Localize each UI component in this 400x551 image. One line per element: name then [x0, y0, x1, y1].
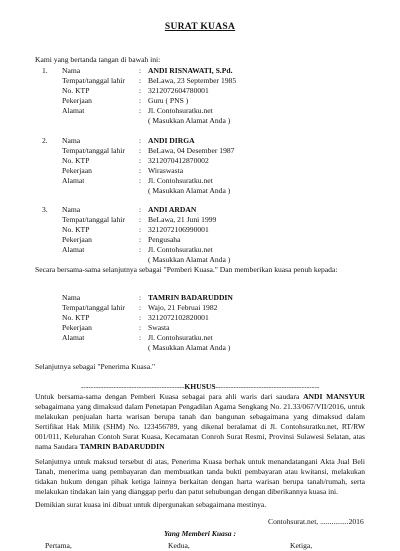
field-value: Wiraswasta: [148, 166, 184, 175]
field-label: Tempat/tanggal lahir: [62, 146, 125, 155]
khusus-label: KHUSUS: [184, 382, 216, 391]
signer-2: Kedua,: [168, 541, 190, 550]
field-label: Alamat: [62, 106, 85, 115]
colon: :: [139, 96, 142, 105]
field-value: TAMRIN BADARUDDIN: [148, 293, 233, 302]
khusus-heading: [35, 382, 365, 392]
colon: :: [139, 166, 142, 175]
para1-text-b: sebagaimana yang dimaksud dalam Penetapan Pengadilan Agama Sengkang No. 21.33/067/VII/2016, untuk melakukan penjualan harta warisan berupa tanah dan bangunan sebagaimana yang dimaksud dalam Sertifikat Hak Milik (SHM) No. 123456789, yang dikenal beralamat di Jl. Contohsuratku.net, RT/RW 001/011, Kelurahan Contoh Surat Kuasa, Kecamatan Conroh Surat Resmi, Provinsi Sulawesi Selatan, atas nama Saudara: [35, 402, 365, 451]
field-value: 3212072106990001: [148, 225, 209, 234]
colon: :: [139, 313, 142, 322]
field-value: ( Masukkan Alamat Anda ): [148, 116, 231, 125]
field-value: Jl. Contohsuratku.net: [148, 176, 213, 185]
para1-name-b: TAMRIN BADARUDDIN: [79, 442, 165, 451]
field-value: Pengusaha: [148, 235, 181, 244]
signer-1: Pertama,: [45, 541, 72, 550]
field-label: No. KTP: [62, 225, 90, 234]
field-label: Alamat: [62, 245, 85, 254]
document-title: SURAT KUASA: [164, 22, 236, 32]
dots-right: -----------------------------------------: [215, 382, 320, 391]
field-label: Pekerjaan: [62, 166, 92, 175]
colon: :: [139, 176, 142, 185]
grantor-number: 3.: [42, 205, 48, 214]
colon: :: [139, 323, 142, 332]
field-label: Alamat: [62, 176, 85, 185]
colon: :: [139, 333, 142, 342]
field-value: ( Masukkan Alamat Anda ): [148, 186, 231, 195]
field-value: Jl. Contohsuratku.net: [148, 333, 213, 342]
field-value: BeLawa, 23 September 1985: [148, 76, 237, 85]
paragraph-1: [35, 392, 365, 452]
field-label: Pekerjaan: [62, 96, 92, 105]
colon: :: [139, 156, 142, 165]
field-value: BeLawa, 21 Juni 1999: [148, 215, 217, 224]
place-date: Contohsurat.net, ...............2016: [268, 517, 364, 526]
colon: :: [139, 66, 142, 75]
colon: :: [139, 205, 142, 214]
field-label: Nama: [62, 293, 81, 302]
field-label: Pekerjaan: [62, 235, 92, 244]
field-label: Nama: [62, 66, 81, 75]
field-value: ANDI RISNAWATI, S.Pd.: [148, 66, 233, 75]
field-label: No. KTP: [62, 313, 90, 322]
colon: :: [139, 235, 142, 244]
field-label: Nama: [62, 136, 81, 145]
field-label: Pekerjaan: [62, 323, 92, 332]
colon: :: [139, 303, 142, 312]
field-value: Jl. Contohsuratku.net: [148, 106, 213, 115]
grantee-note: Selanjutnya sebagai "Penerima Kuasa.": [35, 362, 156, 371]
signature-heading: Yang Memberi Kuasa :: [163, 529, 237, 538]
colon: :: [139, 106, 142, 115]
colon: :: [139, 76, 142, 85]
together-text: Secara bersama-sama selanjutnya sebagai "Pemberi Kuasa." Dan memberikan kuasa penuh kepada:: [35, 265, 338, 274]
field-value: Swasta: [148, 323, 170, 332]
dots-left: -----------------------------------------: [80, 382, 185, 391]
field-value: Jl. Contohsuratku.net: [148, 245, 213, 254]
field-value: BeLawa, 04 Desember 1987: [148, 146, 235, 155]
intro-text: Kami yang bertanda tangan di bawah ini:: [35, 55, 161, 64]
grantor-number: 1.: [42, 66, 48, 75]
colon: :: [139, 146, 142, 155]
paragraph-3: Demikian surat kuasa ini dibuat untuk dipergunakan sebagaimana mestinya.: [35, 500, 267, 509]
field-value: ( Masukkan Alamat Anda ): [148, 343, 231, 352]
field-label: No. KTP: [62, 156, 90, 165]
field-value: Wajo, 21 Februai 1982: [148, 303, 218, 312]
paragraph-2: Selanjutnya untuk maksud tersebut di atas, Penerima Kuasa berhak untuk menandatangani Akta Jual Beli Tanah, menerima uang pembayaran dan membuatkan tanda bukti pembayaran atau kwitansi, melakukan tidakan hukum dengan pihak ketiga lainnya berkaitan dengan harta warisan berupa tanah/rumah, serta melakukan tindakan lain yang dianggap perlu dan patut sehubungan dengan diberikannya kuasa ini.: [35, 457, 365, 496]
field-value: 3212072102820001: [148, 313, 209, 322]
para1-name-a: ANDI MANSYUR: [303, 392, 365, 401]
colon: :: [139, 225, 142, 234]
field-label: Tempat/tanggal lahir: [62, 76, 125, 85]
field-label: No. KTP: [62, 86, 90, 95]
colon: :: [139, 215, 142, 224]
para1-text-a: Untuk bersama-sama dengan Pemberi Kuasa sebagai para ahli waris dari saudara: [35, 392, 304, 401]
field-label: Tempat/tanggal lahir: [62, 303, 125, 312]
field-value: Guru ( PNS ): [148, 96, 189, 105]
colon: :: [139, 136, 142, 145]
field-value: 3212070412870002: [148, 156, 209, 165]
field-value: ANDI ARDAN: [148, 205, 197, 214]
field-label: Alamat: [62, 333, 85, 342]
grantor-number: 2.: [42, 136, 48, 145]
field-label: Nama: [62, 205, 81, 214]
field-label: Tempat/tanggal lahir: [62, 215, 125, 224]
colon: :: [139, 245, 142, 254]
colon: :: [139, 86, 142, 95]
signer-3: Ketiga,: [290, 541, 313, 550]
field-value: 3212072604780001: [148, 86, 209, 95]
field-value: ( Masukkan Alamat Anda ): [148, 255, 231, 264]
field-value: ANDI DIRGA: [148, 136, 195, 145]
colon: :: [139, 293, 142, 302]
